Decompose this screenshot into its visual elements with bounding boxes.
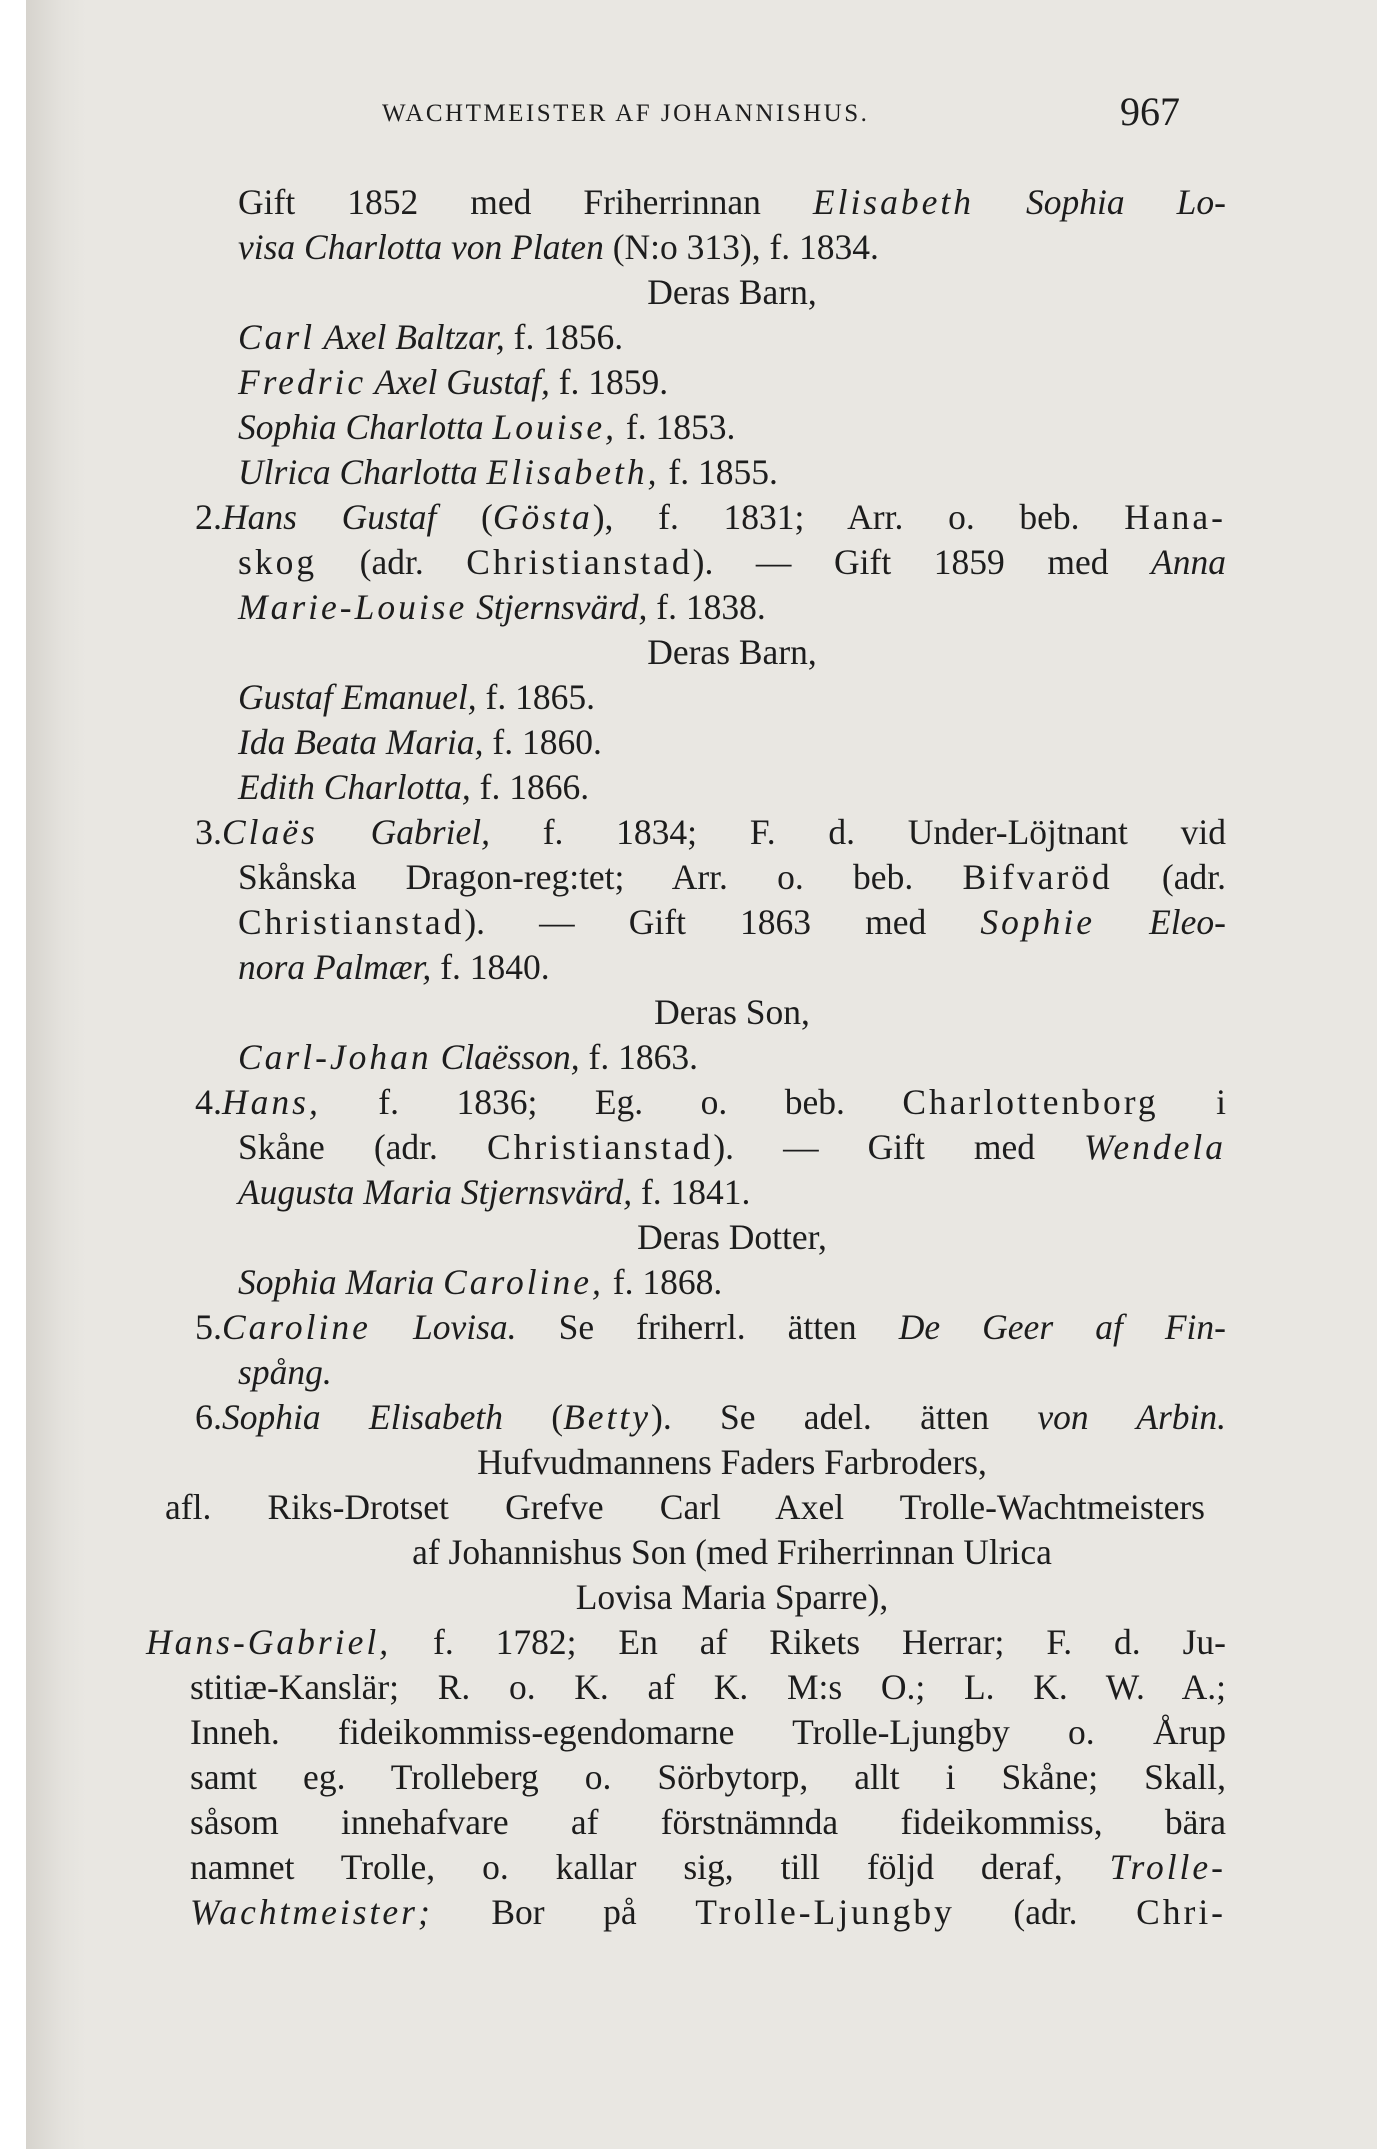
running-head: WACHTMEISTER AF JOHANNISHUS. (382, 100, 870, 127)
text-line-34: stitiæ-Kanslär; R. o. K. af K. M:s O.; L. K. W. A.; (190, 1667, 1226, 1707)
text-line-8: 2.Hans Gustaf (Gösta), f. 1831; Arr. o. beb. Hana- (195, 497, 1226, 537)
text-line-20: Carl-Johan Claësson, f. 1863. (238, 1037, 698, 1077)
text-line-26: 5.Caroline Lovisa. Se friherrl. ätten De Geer af Fin- (195, 1307, 1226, 1347)
book-spine-shadow (26, 0, 86, 2149)
text-line-35: Inneh. fideikommiss-egendomarne Trolle-Ljungby o. Årup (190, 1712, 1226, 1752)
text-line-37: såsom innehafvare af förstnämnda fideikommiss, bära (190, 1802, 1226, 1842)
text-line-3: Deras Barn, (647, 272, 817, 312)
text-line-27: spång. (238, 1352, 332, 1392)
text-line-25: Sophia Maria Caroline, f. 1868. (238, 1262, 723, 1302)
text-line-32: Lovisa Maria Sparre), (575, 1577, 889, 1617)
text-line-17: Christianstad). — Gift 1863 med Sophie Eleo- (238, 902, 1226, 942)
text-line-28: 6.Sophia Elisabeth (Betty). Se adel. ätten von Arbin. (195, 1397, 1226, 1437)
text-line-24: Deras Dotter, (637, 1217, 827, 1257)
text-line-39: Wachtmeister; Bor på Trolle-Ljungby (adr. Chri- (190, 1892, 1226, 1932)
text-line-14: Edith Charlotta, f. 1866. (238, 767, 590, 807)
text-line-6: Sophia Charlotta Louise, f. 1853. (238, 407, 736, 447)
text-line-15: 3.Claës Gabriel, f. 1834; F. d. Under-Löjtnant vid (195, 812, 1226, 852)
text-line-16: Skånska Dragon-reg:tet; Arr. o. beb. Bifvaröd (adr. (238, 857, 1227, 897)
text-line-12: Gustaf Emanuel, f. 1865. (238, 677, 595, 717)
text-line-33: Hans-Gabriel, f. 1782; En af Rikets Herrar; F. d. Ju- (146, 1622, 1226, 1662)
text-line-4: Carl Axel Baltzar, f. 1856. (238, 317, 624, 357)
text-line-13: Ida Beata Maria, f. 1860. (238, 722, 602, 762)
text-line-2: visa Charlotta von Platen (N:o 313), f. 1834. (238, 227, 879, 267)
text-line-22: Skåne (adr. Christianstad). — Gift med Wendela (238, 1127, 1226, 1167)
text-line-7: Ulrica Charlotta Elisabeth, f. 1855. (238, 452, 778, 492)
text-line-31: af Johannishus Son (med Friherrinnan Ulrica (412, 1532, 1052, 1572)
text-line-11: Deras Barn, (647, 632, 817, 672)
text-line-18: nora Palmær, f. 1840. (238, 947, 550, 987)
text-line-9: skog (adr. Christianstad). — Gift 1859 med Anna (238, 542, 1226, 582)
text-line-38: namnet Trolle, o. kallar sig, till följd deraf, Trolle- (190, 1847, 1226, 1887)
text-line-19: Deras Son, (654, 992, 810, 1032)
text-line-10: Marie-Louise Stjernsvärd, f. 1838. (238, 587, 766, 627)
text-line-5: Fredric Axel Gustaf, f. 1859. (238, 362, 669, 402)
page-number: 967 (1120, 89, 1180, 134)
page-header (200, 88, 1200, 138)
text-line-30: afl. Riks-Drotset Grefve Carl Axel Trolle-Wachtmeisters (165, 1487, 1205, 1527)
text-line-29: Hufvudmannens Faders Farbroders, (477, 1442, 987, 1482)
text-line-23: Augusta Maria Stjernsvärd, f. 1841. (238, 1172, 751, 1212)
text-line-36: samt eg. Trolleberg o. Sörbytorp, allt i Skåne; Skall, (190, 1757, 1226, 1797)
text-line-21: 4.Hans, f. 1836; Eg. o. beb. Charlottenborg i (195, 1082, 1226, 1122)
text-line-1: Gift 1852 med Friherrinnan Elisabeth Sophia Lo- (238, 182, 1226, 222)
